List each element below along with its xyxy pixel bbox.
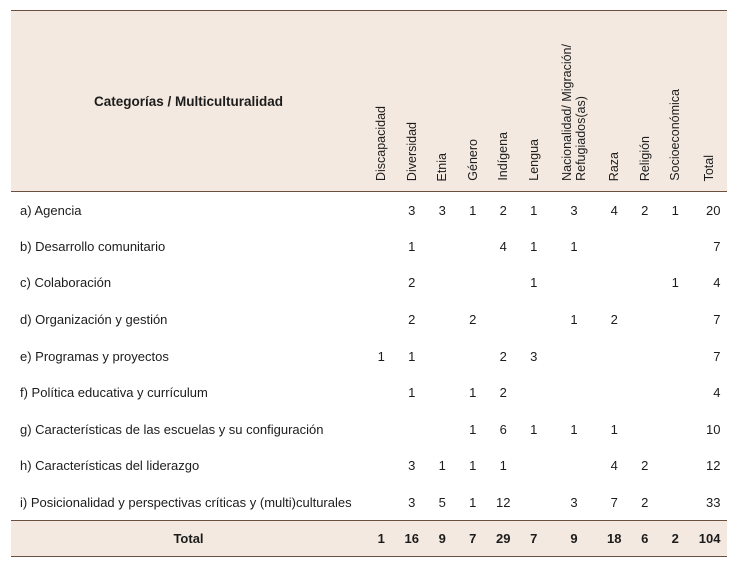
table-cell: 2 [408, 312, 416, 328]
table-cell [660, 301, 691, 338]
header-row [11, 11, 727, 192]
row-total-cell: 7 [713, 312, 721, 328]
table-cell: 3 [408, 458, 416, 474]
table-cell [660, 228, 691, 265]
table-cell: 1 [610, 421, 618, 437]
table-cell [630, 374, 661, 411]
table-cell: 2 [641, 458, 649, 474]
table-cell [366, 265, 397, 302]
table-cell [599, 374, 630, 411]
row-total-cell: 33 [706, 494, 721, 510]
table-cell: 1 [671, 275, 679, 291]
table-cell: 7 [610, 494, 618, 510]
table-cell: 5 [438, 494, 446, 510]
row-label: b) Desarrollo comunitario [20, 238, 166, 254]
table-cell: 1 [408, 238, 416, 254]
row-label: c) Colaboración [20, 275, 112, 291]
table-cell [630, 301, 661, 338]
table-cell: 1 [530, 202, 538, 218]
row-total-cell: 10 [706, 421, 721, 437]
table-cell: 6 [499, 421, 507, 437]
row-total-cell: 7 [713, 238, 721, 254]
total-cell: 7 [519, 521, 550, 557]
table-cell [660, 411, 691, 448]
col-header-nacionalidad: Nacionalidad/ Migración/ Refugiados(as) [549, 11, 599, 192]
table-cell [458, 265, 489, 302]
table-cell [458, 228, 489, 265]
row-label: d) Organización y gestión [20, 312, 168, 328]
total-label: Total [11, 521, 366, 557]
total-cell: 1 [366, 521, 397, 557]
table-cell [427, 338, 458, 375]
table-cell: 1 [469, 421, 477, 437]
table-cell: 2 [408, 275, 416, 291]
table-cell [630, 265, 661, 302]
table-cell: 1 [671, 202, 679, 218]
col-header-socioeconomica: Socioeconómica [660, 11, 691, 192]
table-cell: 1 [469, 494, 477, 510]
row-label: e) Programas y proyectos [20, 348, 169, 364]
category-header: Categorías / Multiculturalidad [11, 11, 366, 192]
table-cell [427, 374, 458, 411]
table-cell: 4 [610, 202, 618, 218]
table-cell [519, 484, 550, 521]
table-cell: 1 [570, 421, 578, 437]
row-label: h) Características del liderazgo [20, 458, 200, 474]
table-cell [488, 301, 519, 338]
col-header-genero: Género [458, 11, 489, 192]
total-cell: 16 [397, 521, 428, 557]
table-cell [366, 301, 397, 338]
table-cell [660, 338, 691, 375]
table-row [11, 228, 727, 265]
table-cell [549, 374, 599, 411]
table-cell [519, 301, 550, 338]
table-cell: 1 [469, 202, 477, 218]
table-cell: 1 [530, 421, 538, 437]
table-cell [549, 265, 599, 302]
table-cell [599, 265, 630, 302]
table-cell: 2 [641, 202, 649, 218]
table-cell: 2 [499, 385, 507, 401]
multiculturalidad-table [11, 10, 727, 557]
table-cell: 4 [499, 238, 507, 254]
col-header-indigena: Indígena [488, 11, 519, 192]
table-cell [427, 265, 458, 302]
row-total-cell: 7 [713, 348, 721, 364]
table-row [11, 265, 727, 302]
table-cell: 1 [570, 238, 578, 254]
total-cell: 18 [599, 521, 630, 557]
row-total-cell: 4 [713, 275, 721, 291]
table-cell: 1 [499, 458, 507, 474]
col-header-etnia: Etnia [427, 11, 458, 192]
table-cell: 3 [530, 348, 538, 364]
table-cell: 3 [570, 494, 578, 510]
table-cell: 12 [496, 494, 511, 510]
col-header-total: Total [691, 11, 727, 192]
table-cell: 1 [469, 385, 477, 401]
table-cell: 2 [499, 348, 507, 364]
table-cell [599, 228, 630, 265]
grand-total-cell: 104 [691, 521, 727, 557]
table-cell [427, 301, 458, 338]
col-header-diversidad: Diversidad [397, 11, 428, 192]
col-header-religion: Religión [630, 11, 661, 192]
table-cell [630, 228, 661, 265]
table-cell [366, 192, 397, 229]
table-cell: 1 [570, 312, 578, 328]
table-cell: 1 [469, 458, 477, 474]
row-label: f) Política educativa y currículum [20, 385, 208, 401]
table-cell [660, 374, 691, 411]
table-cell [630, 411, 661, 448]
table-cell [366, 228, 397, 265]
total-cell: 6 [630, 521, 661, 557]
table-cell: 1 [530, 275, 538, 291]
row-total-cell: 4 [713, 385, 721, 401]
col-header-raza: Raza [599, 11, 630, 192]
table-cell [366, 411, 397, 448]
row-label: i) Posicionalidad y perspectivas críticas y (multi)culturales [20, 494, 352, 510]
row-total-cell: 20 [706, 202, 721, 218]
table-cell [519, 374, 550, 411]
table-cell [630, 338, 661, 375]
total-cell: 9 [427, 521, 458, 557]
table-row [11, 338, 727, 375]
table-cell: 3 [408, 202, 416, 218]
table-cell: 3 [408, 494, 416, 510]
table-cell [599, 338, 630, 375]
table-cell [660, 484, 691, 521]
table-cell [549, 338, 599, 375]
table-cell: 2 [499, 202, 507, 218]
table-cell: 1 [438, 458, 446, 474]
table-cell [366, 484, 397, 521]
table-cell [397, 411, 428, 448]
table-cell [458, 338, 489, 375]
table-row [11, 192, 727, 229]
table-cell [366, 448, 397, 485]
total-cell: 9 [549, 521, 599, 557]
row-label: g) Características de las escuelas y su configuración [20, 421, 324, 437]
table-cell: 2 [469, 312, 477, 328]
table-cell [660, 448, 691, 485]
total-row [11, 521, 727, 557]
total-cell: 2 [660, 521, 691, 557]
table-row [11, 448, 727, 485]
table-cell: 2 [610, 312, 618, 328]
table-cell [427, 228, 458, 265]
table-cell: 1 [408, 385, 416, 401]
col-header-discapacidad: Discapacidad [366, 11, 397, 192]
table-cell: 1 [408, 348, 416, 364]
table-cell: 4 [610, 458, 618, 474]
col-header-lengua: Lengua [519, 11, 550, 192]
table-cell: 3 [438, 202, 446, 218]
table-cell [488, 265, 519, 302]
row-label: a) Agencia [20, 202, 82, 218]
table-cell: 3 [570, 202, 578, 218]
table-cell [366, 374, 397, 411]
row-total-cell: 12 [706, 458, 721, 474]
table-cell: 2 [641, 494, 649, 510]
table-cell [549, 448, 599, 485]
table-cell: 1 [530, 238, 538, 254]
total-cell: 7 [458, 521, 489, 557]
table-row [11, 374, 727, 411]
table-row [11, 301, 727, 338]
table-row [11, 484, 727, 521]
table-cell [427, 411, 458, 448]
total-cell: 29 [488, 521, 519, 557]
table-cell [519, 448, 550, 485]
table-cell: 1 [377, 348, 385, 364]
table-row [11, 411, 727, 448]
